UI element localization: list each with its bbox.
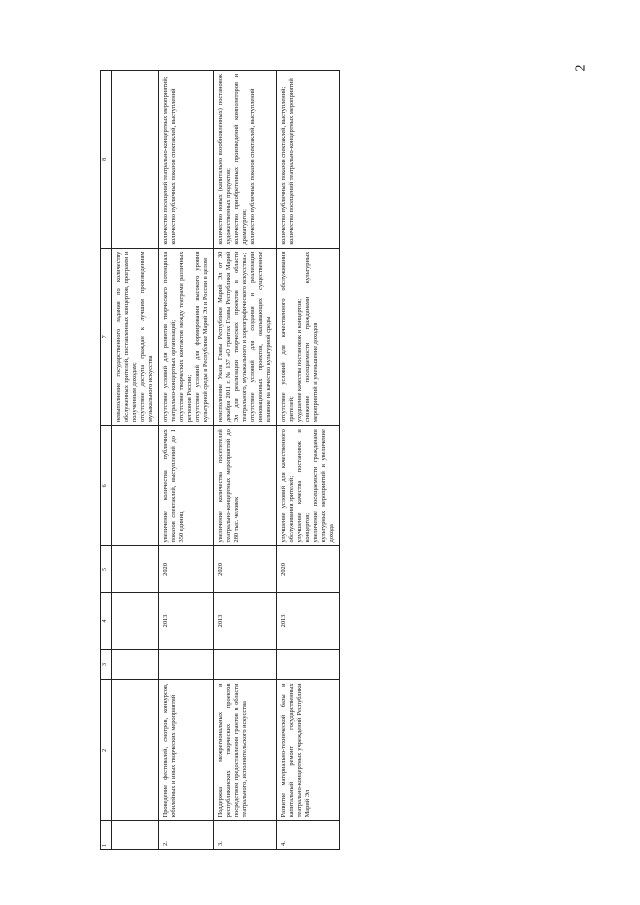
- table-cell: [112, 426, 159, 546]
- table-row: [277, 71, 340, 850]
- executor-cell: [277, 649, 340, 680]
- page-number: 2: [573, 64, 589, 72]
- start-year: 2013: [277, 593, 340, 649]
- table-cell: [112, 821, 159, 850]
- end-year: 2020: [214, 546, 277, 593]
- header-col-6: 6: [101, 426, 112, 546]
- consequences: неисполнение Указа Главы Республики Марий Эл от 30 декабря 2011 г. № 137 «О грантах Главы Республики Марий Эл для реализации творческих проектов в области театрального, музыкального и хореографического искусства»; отсутствие условий для создания и реализации инновационных проектов, оказывающих существенное влияние на качество культурной среды: [214, 248, 277, 426]
- table-cell: [112, 71, 159, 249]
- row-number: 2.: [159, 821, 214, 850]
- end-year: 2020: [159, 546, 214, 593]
- table-cell: [112, 680, 159, 821]
- continuation-row: [112, 71, 159, 850]
- header-col-1: 1: [101, 821, 112, 850]
- measures-table: [100, 70, 340, 850]
- start-year: 2013: [214, 593, 277, 649]
- table-row: [214, 71, 277, 850]
- row-number: 3.: [214, 821, 277, 850]
- executor-cell: [159, 649, 214, 680]
- header-row: [101, 71, 112, 850]
- measure-name: Проведение фестивалей, смотров, конкурсов, юбилейных и иных творческих мероприятий: [159, 680, 214, 821]
- rotated-table-sheet: [100, 70, 530, 850]
- expected-result: увеличение количества посетителей театрально-концертных мероприятий до 280 тыс. человек: [214, 426, 277, 546]
- measure-name: Поддержка межрегиональных и республиканских творческих проектов посредством предоставления грантов в области театрального, исполнительского искусства: [214, 680, 277, 821]
- indicators: количество посещений театрально-концертных мероприятий; количество публичных показов спектаклей, выступлений: [159, 71, 214, 249]
- expected-result: увеличение количества публичных показов спектаклей, выступлений до 1 350 единиц: [159, 426, 214, 546]
- row-number: 4.: [277, 821, 340, 850]
- end-year: 2020: [277, 546, 340, 593]
- continuation-consequences: невыполнение государственного задания по количеству обслуженных зрителей, поставленных концертов, программ и полученным доходам; отсутствие доступа граждан к лучшим произведениям музыкального искусства: [112, 248, 159, 426]
- table-row: [159, 71, 214, 850]
- header-col-3: 3: [101, 649, 112, 680]
- header-col-7: 7: [101, 248, 112, 426]
- header-col-2: 2: [101, 680, 112, 821]
- expected-result: улучшение условий для качественного обслуживания зрителей; улучшение качества постановок и концертов; увеличение посещаемости гражданами культурных мероприятий и увеличение дохода: [277, 426, 340, 546]
- measure-name: Развитие материально-технической базы и капитальный ремонт государственных театрально-концертных учреждений Республики Марий Эл: [277, 680, 340, 821]
- consequences: отсутствие условий для качественного обслуживания зрителей; ухудшение качества постановок и концертов; снижение посещаемости гражданами культурных мероприятий и уменьшение доходов: [277, 248, 340, 426]
- indicators: количество новых (капитально возобновленных) постановок художественных продуктов; количество приобретенных произведений композиторов и драматургов; количество публичных показов спектаклей, выступлений: [214, 71, 277, 249]
- consequences: отсутствие условий для развития творческого потенциала театрально-концертных организаций; отсутствие творческих контактов между театрами различных регионов России; отсутствие условий для формирования высокого уровня культурной среды в Республике Марий Эл и России в целом: [159, 248, 214, 426]
- executor-cell: [214, 649, 277, 680]
- table-cell: [112, 546, 159, 593]
- table-cell: [112, 649, 159, 680]
- table-cell: [112, 593, 159, 649]
- start-year: 2013: [159, 593, 214, 649]
- header-col-8: 8: [101, 71, 112, 249]
- indicators: количество публичных показов спектаклей, выступлений; количество посещений театрально-концертных мероприятий: [277, 71, 340, 249]
- header-col-5: 5: [101, 546, 112, 593]
- header-col-4: 4: [101, 593, 112, 649]
